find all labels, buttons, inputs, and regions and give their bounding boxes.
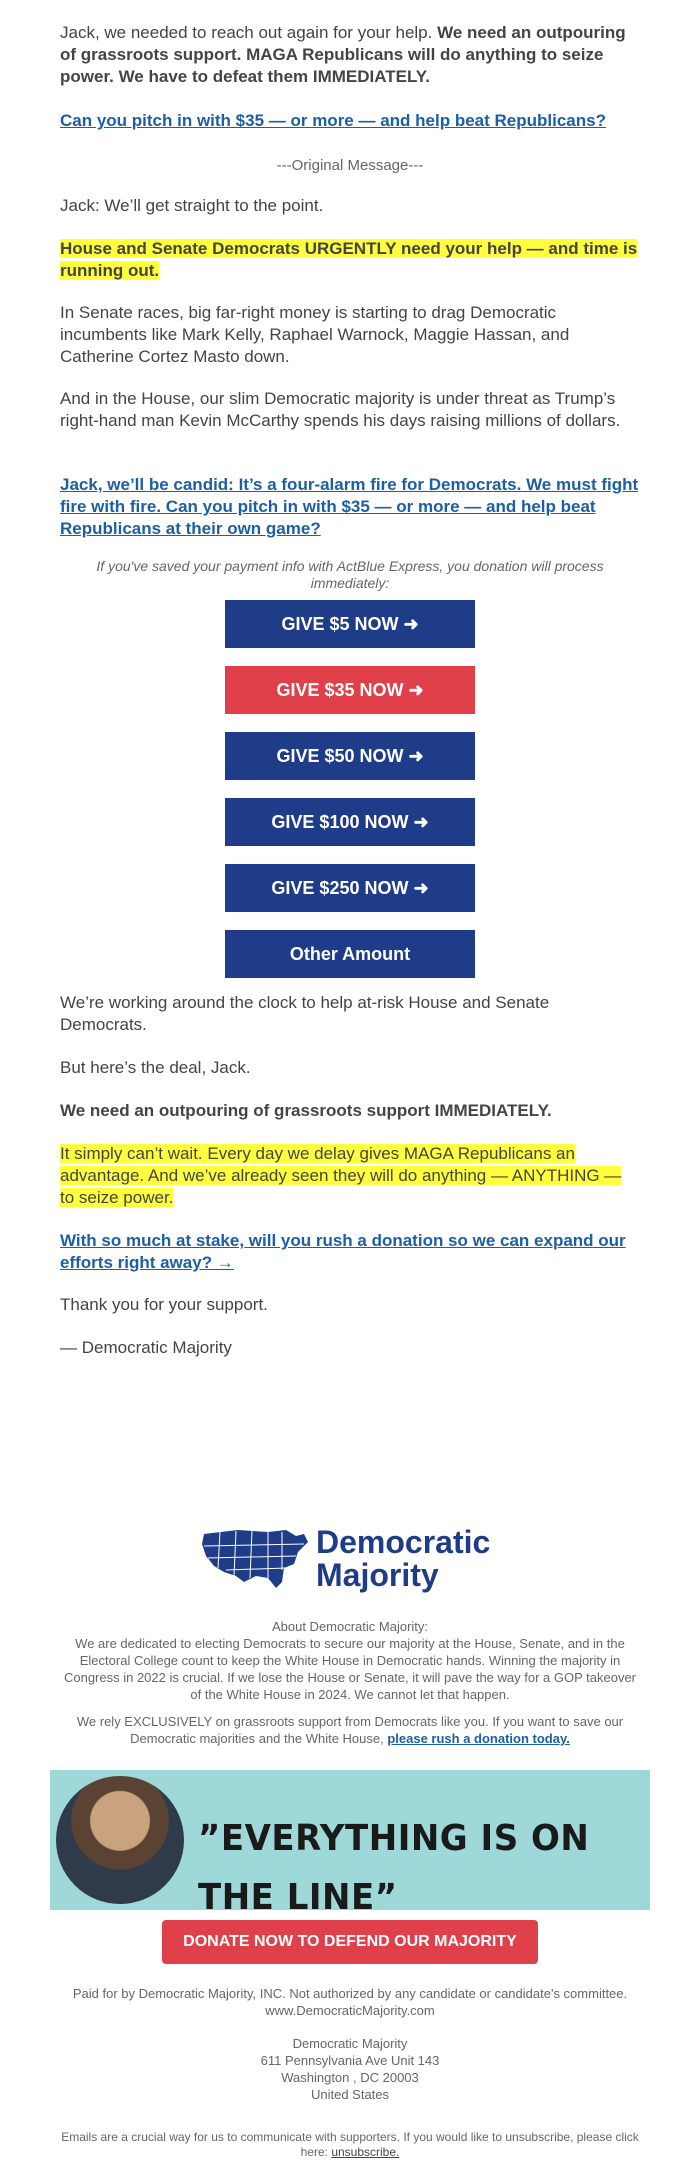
rush-donation-link[interactable]: With so much at stake, will you rush a donation so we can expand our efforts right away? → bbox=[60, 1231, 626, 1272]
quote-banner[interactable] bbox=[50, 1770, 650, 1919]
urgent-highlight: House and Senate Democrats URGENTLY need your help — and time is running out. bbox=[60, 239, 638, 280]
donate-now-button[interactable]: DONATE NOW TO DEFEND OUR MAJORITY bbox=[162, 1920, 538, 1964]
senate-paragraph: In Senate races, big far-right money is starting to drag Democratic incumbents like Mark Kelly, Raphael Warnock, Maggie Hassan, and Catherine Cortez Masto down. bbox=[60, 303, 570, 366]
candid-link[interactable]: Jack, we’ll be candid: It’s a four-alarm fire for Democrats. We must fight fire with fire. Can you pitch in with $35 — or more — and help beat Republicans at their own game? bbox=[60, 475, 639, 538]
address-street: 611 Pennsylvania Ave Unit 143 bbox=[260, 2053, 440, 2068]
actblue-note: If you've saved your payment info with ActBlue Express, you donation will process immediately: bbox=[96, 558, 604, 591]
other-amount-button[interactable]: Other Amount bbox=[225, 930, 475, 978]
logo-line-1: Democratic bbox=[316, 1524, 491, 1560]
banner-quote: ”EVERYTHING IS ON THE LINE” bbox=[198, 1817, 590, 1919]
candid-link-paragraph[interactable] bbox=[60, 474, 640, 540]
speaker-photo bbox=[56, 1776, 184, 1904]
paid-for-disclaimer: Paid for by Democratic Majority, INC. Not authorized by any candidate or candidate's committee. www.DemocraticMajority.com bbox=[72, 1986, 628, 2018]
mailing-address bbox=[60, 2035, 640, 2103]
thanks-paragraph: Thank you for your support. bbox=[60, 1295, 268, 1314]
intro-text: Jack, we needed to reach out again for your help. bbox=[60, 23, 438, 42]
rush-link-paragraph[interactable] bbox=[60, 1230, 640, 1274]
give-50-button[interactable]: GIVE $50 NOW ➜ bbox=[225, 732, 475, 780]
pitch-in-link[interactable]: Can you pitch in with $35 — or more — and help beat Republicans? bbox=[60, 111, 606, 130]
logo-wordmark bbox=[316, 1526, 490, 1592]
give-35-button[interactable]: GIVE $35 NOW ➜ bbox=[225, 666, 475, 714]
cant-wait-paragraph bbox=[60, 1143, 640, 1209]
address-country: United States bbox=[310, 2087, 390, 2102]
cant-wait-highlight: It simply can’t wait. Every day we delay gives MAGA Republicans an advantage. And we’ve already seen they will do anything — ANYTHING — to seize power. bbox=[60, 1144, 622, 1207]
deal-paragraph: But here’s the deal, Jack. bbox=[60, 1058, 251, 1077]
address-name: Democratic Majority bbox=[292, 2036, 408, 2051]
give-250-button[interactable]: GIVE $250 NOW ➜ bbox=[225, 864, 475, 912]
rely-donation-link[interactable]: please rush a donation today. bbox=[387, 1731, 570, 1746]
need-paragraph: We need an outpouring of grassroots support IMMEDIATELY. bbox=[60, 1101, 552, 1120]
logo-line-2: Majority bbox=[316, 1557, 439, 1593]
original-message-divider: ---Original Message--- bbox=[276, 157, 424, 174]
signoff: — Democratic Majority bbox=[60, 1338, 232, 1357]
about-title: About Democratic Majority: bbox=[271, 1619, 429, 1634]
working-paragraph: We’re working around the clock to help at-risk House and Senate Democrats. bbox=[60, 993, 550, 1034]
about-body: We are dedicated to electing Democrats to secure our majority at the House, Senate, and in the Electoral College count to keep the White House in Democratic hands. Winning the majority in Congress in 2022 is crucial. If we lose the House or Senate, it will pave the way for a GOP takeover of the White House in 2024. We cannot let that happen. bbox=[63, 1636, 637, 1702]
urgent-paragraph bbox=[60, 238, 640, 282]
link-pitch-in[interactable] bbox=[60, 110, 640, 132]
rely-paragraph bbox=[60, 1713, 640, 1747]
paragraph-point: Jack: We’ll get straight to the point. bbox=[60, 196, 324, 215]
us-map-icon bbox=[198, 1526, 310, 1592]
democratic-majority-logo bbox=[198, 1526, 508, 1596]
give-5-button[interactable]: GIVE $5 NOW ➜ bbox=[225, 600, 475, 648]
unsubscribe-link[interactable]: unsubscribe. bbox=[331, 2145, 400, 2159]
unsubscribe-paragraph bbox=[60, 2130, 640, 2160]
intro-bold-text: We need an outpouring of grassroots support. MAGA Republicans will do anything to seize power. We have to defeat them IMMEDIATELY. bbox=[60, 23, 626, 86]
house-paragraph: And in the House, our slim Democratic majority is under threat as Trump’s right-hand man Kevin McCarthy spends his days raising millions of dollars. bbox=[60, 389, 621, 430]
intro-paragraph bbox=[60, 22, 640, 88]
unsubscribe-text: Emails are a crucial way for us to communicate with supporters. If you would like to unsubscribe, please click here: bbox=[61, 2130, 639, 2159]
rely-text: We rely EXCLUSIVELY on grassroots support from Democrats like you. If you want to save our Democratic majorities and the White House, bbox=[76, 1714, 624, 1746]
address-city: Washington , DC 20003 bbox=[281, 2070, 419, 2085]
give-100-button[interactable]: GIVE $100 NOW ➜ bbox=[225, 798, 475, 846]
